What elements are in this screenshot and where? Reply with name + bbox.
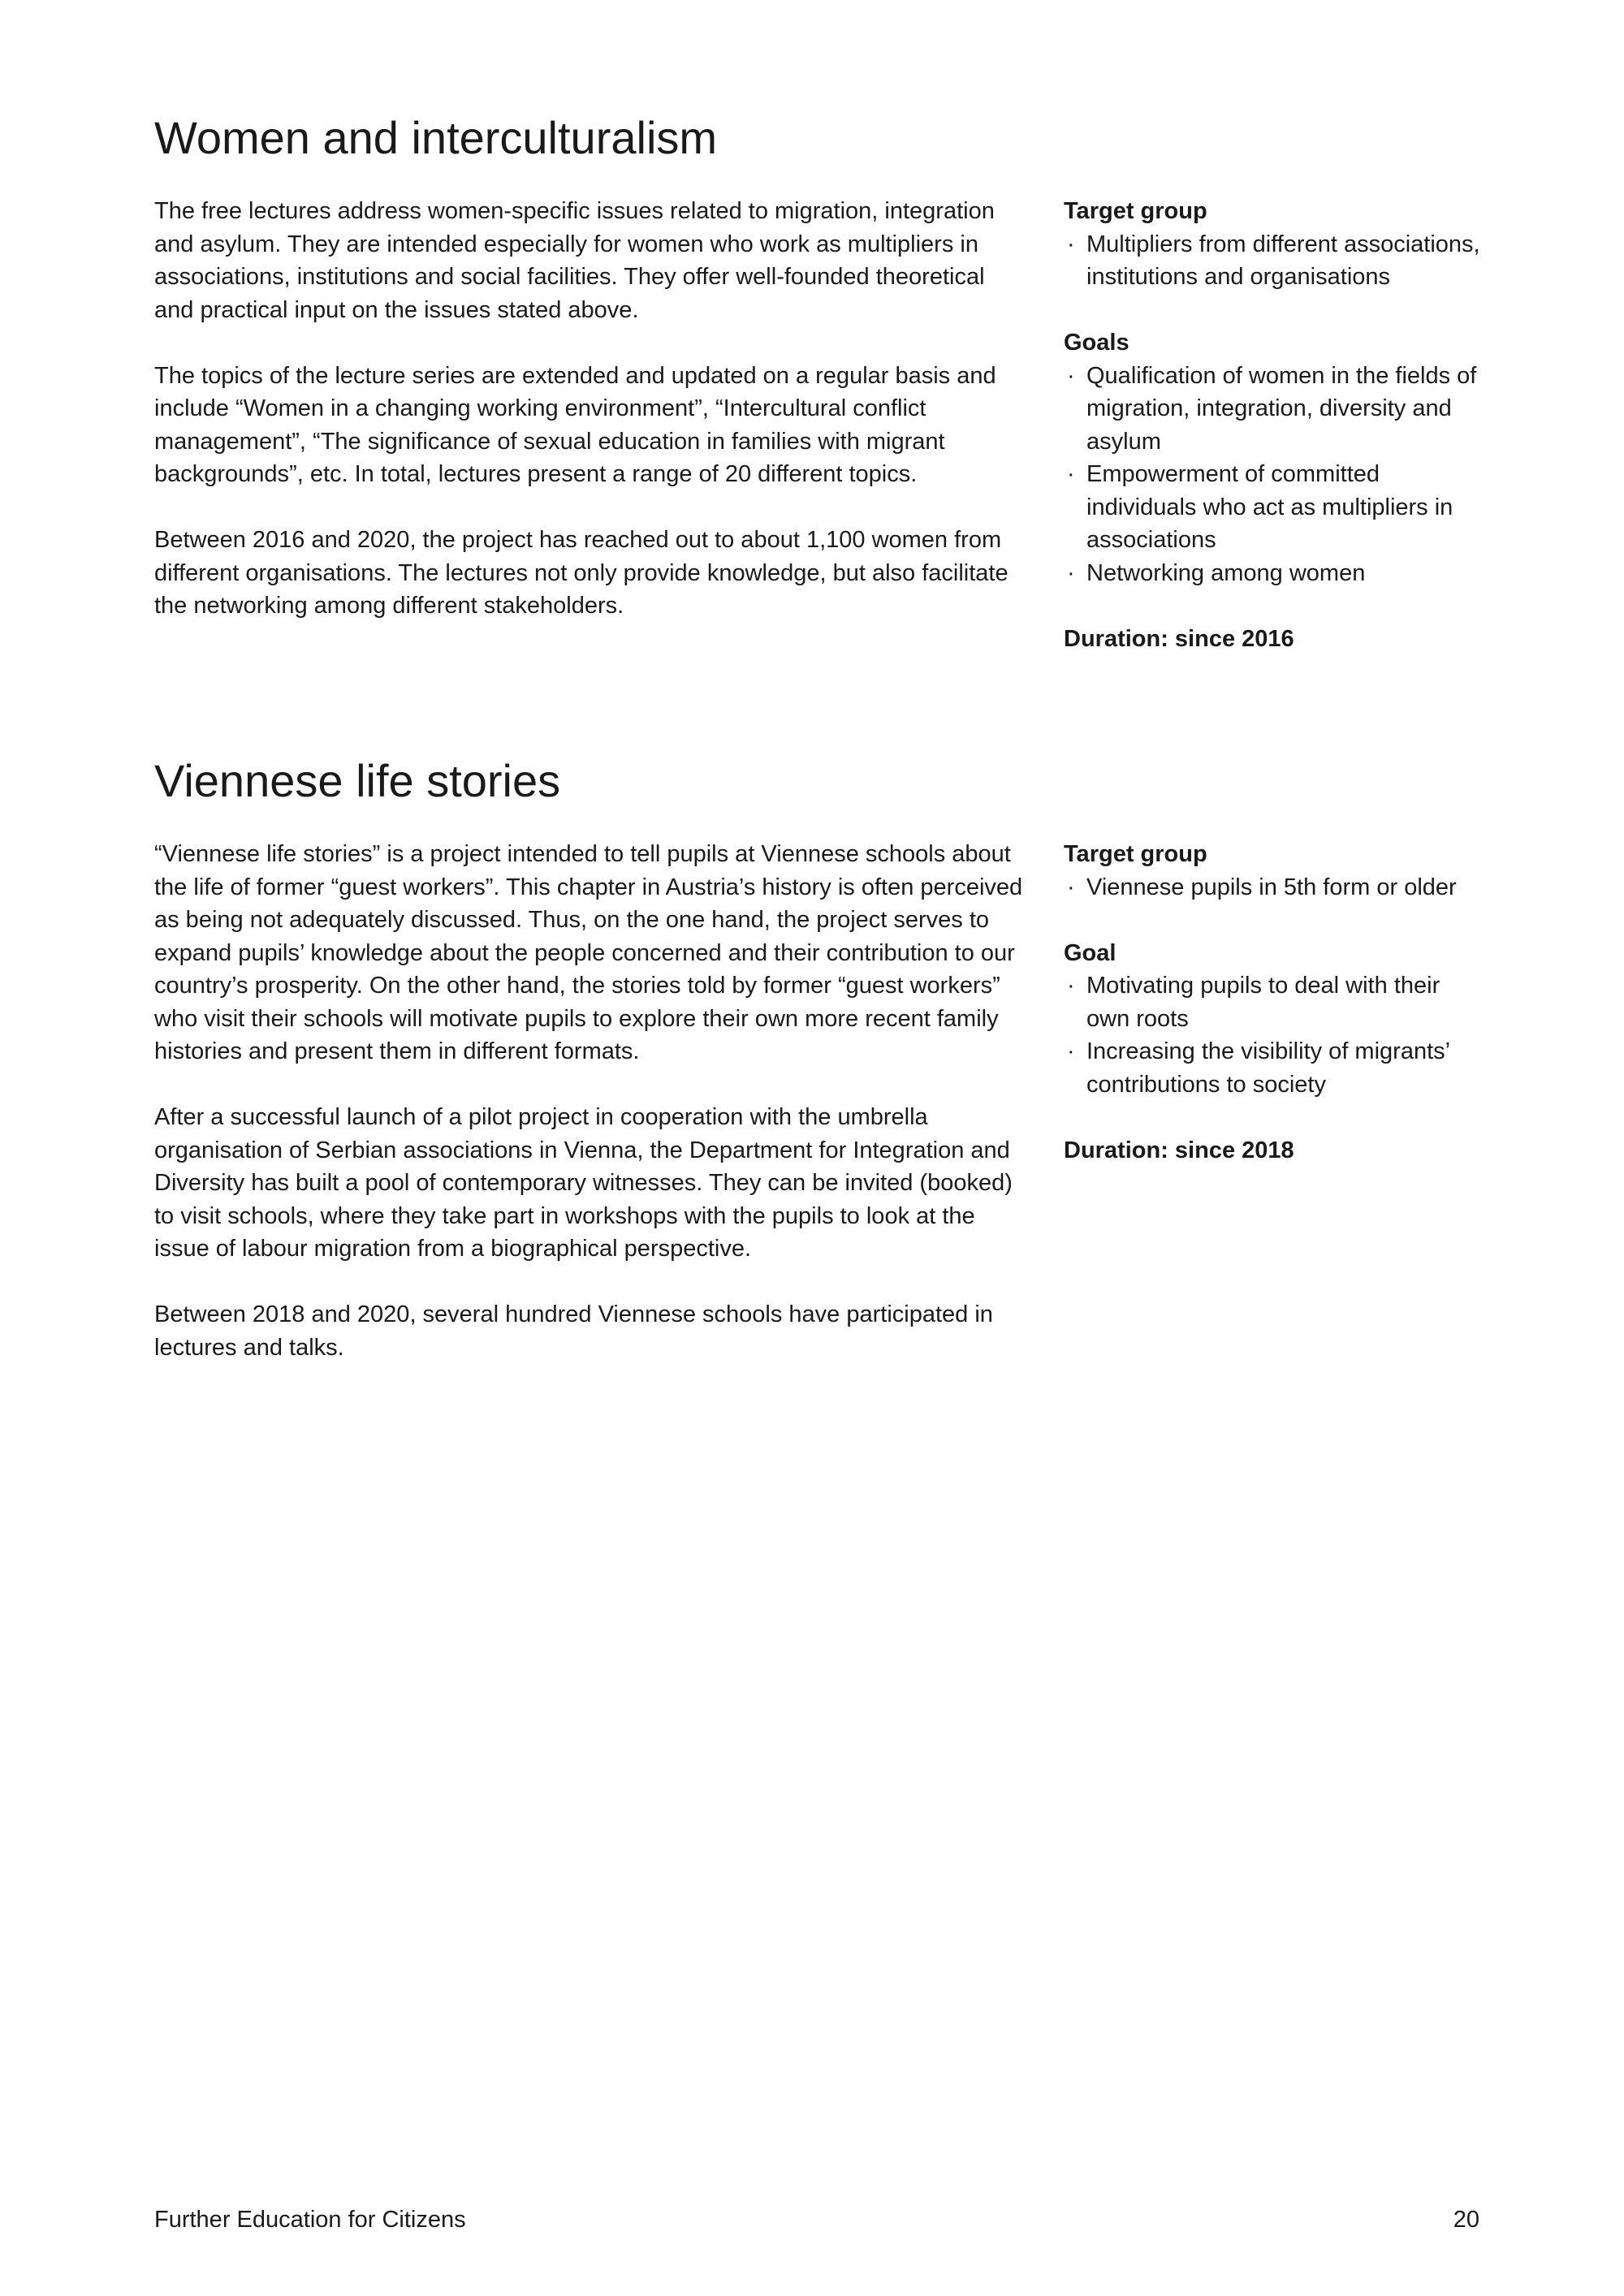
list-item-text: Viennese pupils in 5th form or older	[1086, 874, 1457, 900]
body-paragraph: Between 2016 and 2020, the project has reached out to about 1,100 women from different organisations. The lectures not only provide knowledge, but also facilitate the networking among different stakeholders.	[154, 527, 1009, 619]
duration: Duration: since 2018	[1064, 1137, 1294, 1163]
goals-heading: Goals	[1064, 330, 1129, 356]
body-paragraph: The topics of the lecture series are extended and updated on a regular basis and include “Women in a changing working environment”, “Intercultural conflict management”, “The significance of sexual education in families with migrant backgrounds”, etc. In total, lectures present a range of 20 different topics.	[154, 362, 996, 487]
goals-list	[1064, 360, 1486, 590]
list-item	[1064, 969, 1486, 1035]
list-item	[1064, 557, 1486, 590]
list-item-text: Increasing the visibility of migrants’ contributions to society	[1086, 1038, 1449, 1098]
list-item	[1064, 458, 1486, 557]
duration: Duration: since 2016	[1064, 625, 1294, 652]
list-item	[1064, 360, 1486, 459]
bullet-icon: ·	[1067, 231, 1075, 257]
list-item-text: Empowerment of committed individuals who act as multipliers in associations	[1086, 461, 1453, 553]
target-group-heading: Target group	[1064, 198, 1207, 224]
bullet-icon: ·	[1067, 559, 1075, 586]
target-group-heading: Target group	[1064, 841, 1207, 867]
body-paragraph: The free lectures address women-specific issues related to migration, integration and asylum. They are intended especially for women who work as multipliers in associations, institutions and social facilities. They offer well-founded theoretical and practical input on the issues stated above.	[154, 198, 995, 323]
target-group-list	[1064, 228, 1486, 294]
section-title: Viennese life stories	[154, 755, 561, 806]
project-facts	[1064, 195, 1486, 655]
page-number: 20	[1453, 2207, 1479, 2233]
bullet-icon: ·	[1067, 362, 1075, 389]
bullet-icon: ·	[1067, 973, 1075, 999]
bullet-icon: ·	[1067, 1038, 1075, 1064]
goals-heading: Goal	[1064, 939, 1116, 966]
bullet-icon: ·	[1067, 461, 1075, 487]
list-item-text: Networking among women	[1086, 559, 1366, 586]
section-title: Women and interculturalism	[154, 112, 718, 163]
list-item	[1064, 871, 1486, 904]
list-item	[1064, 228, 1486, 294]
target-group-list	[1064, 871, 1486, 904]
section-body	[154, 195, 1027, 655]
list-item-text: Qualification of women in the fields of migration, integration, diversity and asylum	[1086, 362, 1477, 455]
goals-list	[1064, 969, 1486, 1101]
footer-publication-title: Further Education for Citizens	[154, 2207, 466, 2233]
body-paragraph: Between 2018 and 2020, several hundred Viennese schools have participated in lectures and talks.	[154, 1301, 993, 1361]
project-facts	[1064, 838, 1486, 1167]
section-body	[154, 838, 1027, 1397]
body-paragraph: After a successful launch of a pilot project in cooperation with the umbrella organisation of Serbian associations in Vienna, the Department for Integration and Diversity has built a pool of contemporary witnesses. They can be invited (booked) to visit schools, where they take part in workshops with the pupils to look at the issue of labour migration from a biographical perspective.	[154, 1104, 1013, 1262]
body-paragraph: “Viennese life stories” is a project intended to tell pupils at Viennese schools about the life of former “guest workers”. This chapter in Austria’s history is often perceived as being not adequately discussed. Thus, on the one hand, the project serves to expand pupils’ knowledge about the people concerned and their contribution to our country’s prosperity. On the other hand, the stories told by former “guest workers” who visit their schools will motivate pupils to explore their own more recent family histories and present them in different formats.	[154, 841, 1023, 1064]
list-item-text: Motivating pupils to deal with their own roots	[1086, 973, 1440, 1032]
bullet-icon: ·	[1067, 874, 1075, 900]
list-item	[1064, 1035, 1486, 1101]
list-item-text: Multipliers from different associations, institutions and organisations	[1086, 231, 1480, 290]
